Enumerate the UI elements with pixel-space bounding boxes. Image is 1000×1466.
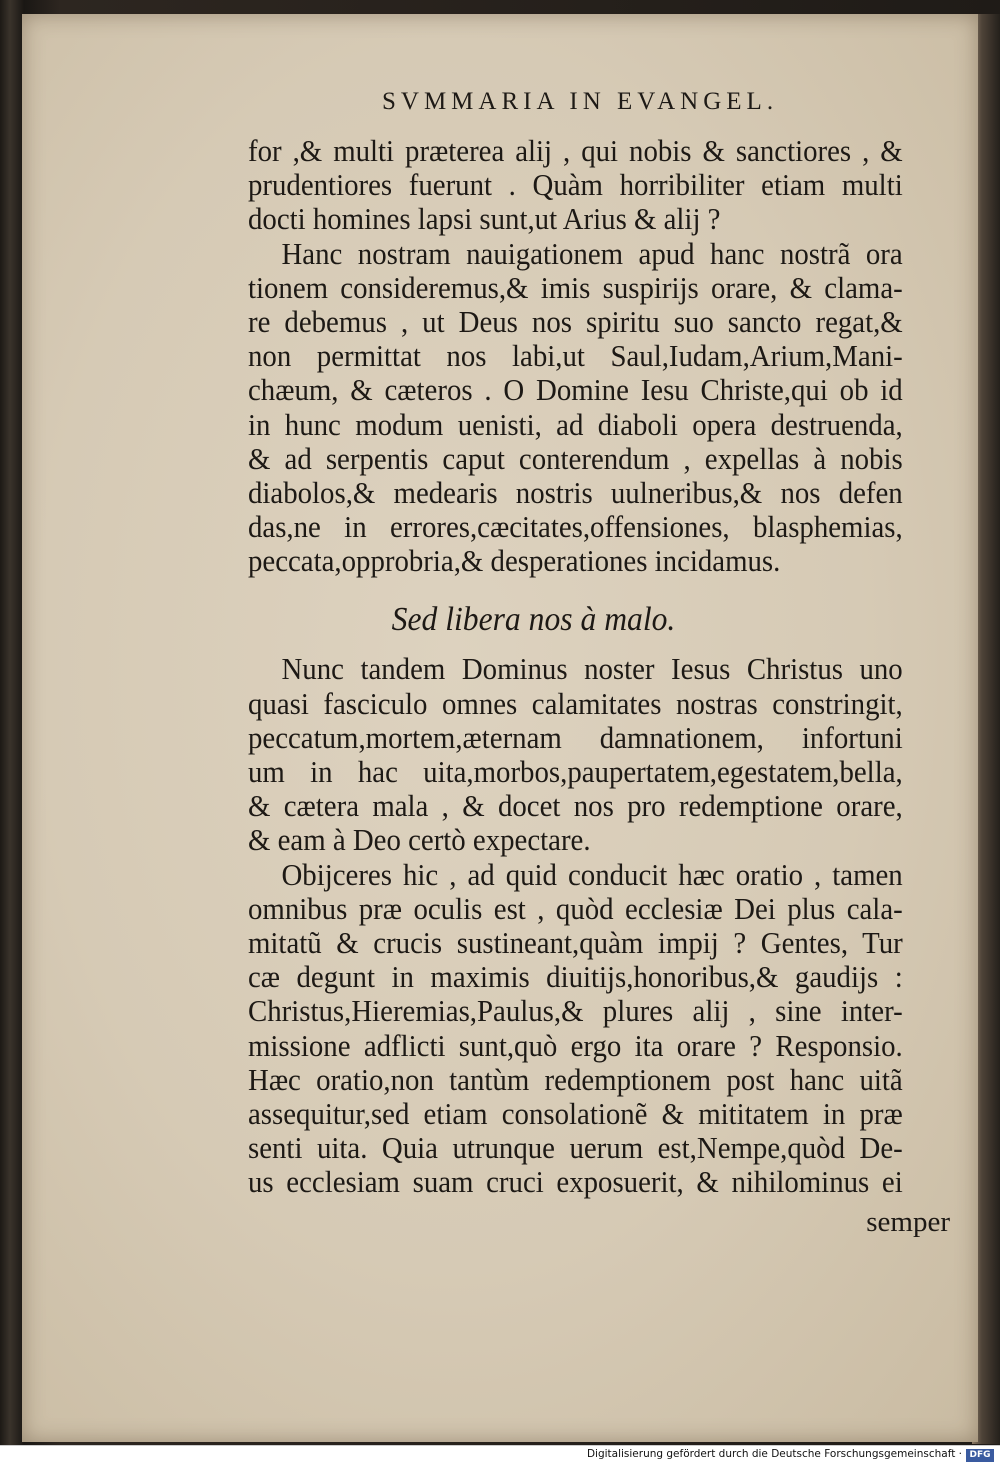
running-head: SVMMARIA IN EVANGEL. (382, 88, 779, 115)
text-line: omnibus præ oculis est , quòd ecclesiæ Dei plus cala- (248, 890, 903, 926)
text-line: Christus,Hieremias,Paulus,& plures alij , sine inter- (248, 993, 903, 1029)
text-line: peccata,opprobria,& desperationes incidamus. (248, 543, 781, 579)
dfg-logo: DFG (966, 1449, 994, 1462)
text-line: missione adflicti sunt,quò ergo ita orare ? Responsio. (248, 1027, 903, 1063)
text-line: for ,& multi præterea alij , qui nobis & sanctiores , & (248, 133, 903, 168)
text-line: re debemus , ut Deus nos spiritu suo sancto regat,& (248, 303, 903, 339)
text-line: & cætera mala , & docet nos pro redemptione orare, (248, 788, 903, 824)
text-line: chæum, & cæteros . O Domine Iesu Christe,qui ob id (248, 372, 903, 408)
section-heading: Sed libera nos à malo. (391, 601, 676, 639)
text-line: mitatũ & crucis sustineant,quàm impij ? Gentes, Tur (248, 924, 903, 960)
text-line: Hanc nostram nauigationem apud hanc nostrã ora (281, 235, 903, 271)
text-line: & eam à Deo certò expectare. (248, 822, 591, 858)
text-line: um in hac uita,morbos,paupertatem,egestatem,bella, (248, 754, 903, 789)
text-line: cæ degunt in maximis diuitijs,honoribus,& gaudijs : (248, 959, 903, 995)
text-line: peccatum,mortem,æternam damnationem, infortuni (248, 719, 903, 755)
text-line: docti homines lapsi sunt,ut Arius & alij ? (248, 201, 721, 237)
text-line: prudentiores fuerunt . Quàm horribiliter etiam multi (248, 167, 903, 203)
text-line: tionem consideremus,& imis suspirijs orare, & clama- (248, 269, 903, 305)
text-line: in hunc modum uenisti, ad diaboli opera destruenda, (248, 406, 903, 442)
text-line: us ecclesiam suam cruci exposuerit, & nihilominus ei (248, 1164, 903, 1200)
text-line: das,ne in errores,cæcitates,offensiones, blasphemias, (248, 509, 903, 545)
text-line: Hæc oratio,non tantùm redemptionem post hanc uitã (248, 1061, 903, 1097)
footer-bar (0, 1445, 1000, 1466)
text-line: non permittat nos labi,ut Saul,Iudam,Arium,Mani- (248, 338, 903, 374)
catchword: semper (866, 1206, 950, 1238)
text-line: diabolos,& medearis nostris uulneribus,& nos defen (248, 474, 903, 510)
text-block (248, 134, 903, 1199)
text-line: Obijceres hic , ad quid conducit hæc oratio , tamen (281, 856, 903, 892)
text-line: assequitur,sed etiam consolationẽ & mititatem in præ (248, 1095, 903, 1131)
text-line: Nunc tandem Dominus noster Iesus Christus uno (281, 651, 903, 687)
funding-credit: Digitalisierung gefördert durch die Deutsche Forschungsgemeinschaft · (586, 1448, 962, 1460)
text-line: senti uita. Quia utrunque uerum est,Nempe,quòd De- (248, 1130, 903, 1166)
text-line: & ad serpentis caput conterendum , expellas à nobis (248, 440, 903, 476)
text-line: quasi fasciculo omnes calamitates nostras constringit, (248, 685, 903, 721)
